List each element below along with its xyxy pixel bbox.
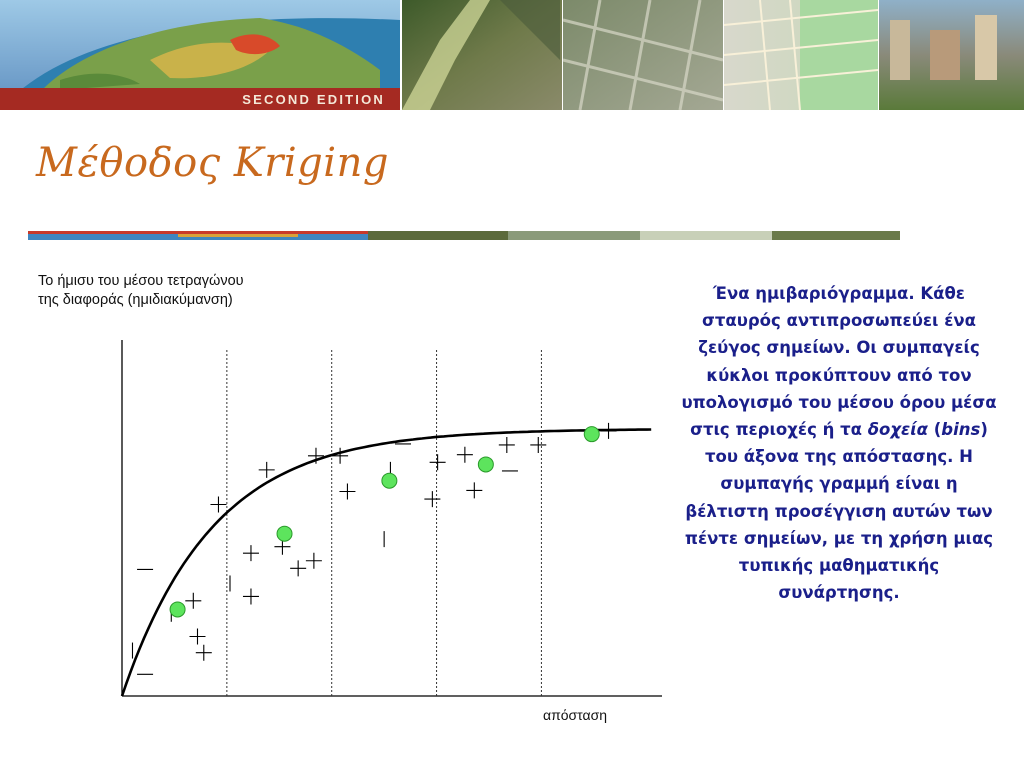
pair-marker-plus-10 [306,553,322,569]
satellite-panel [402,0,562,110]
x-axis-label: απόσταση [543,707,608,723]
edition-label: SECOND EDITION [242,92,385,107]
pair-marker-plus-5 [243,545,259,561]
pair-marker-plus-13 [339,484,355,500]
pair-marker-plus-6 [243,588,259,604]
bin-mean-circle-4 [478,457,493,472]
pair-marker-plus-9 [290,560,306,576]
slide-title: Μέθοδος Kriging [36,140,389,186]
pair-marker-plus-7 [259,462,275,478]
pair-marker-plus-16 [457,447,473,463]
semivariogram-chart [100,330,670,730]
bin-mean-circle-2 [277,526,292,541]
bin-mean-circle-1 [170,602,185,617]
pair-marker-plus-2 [196,645,212,661]
y-axis-label [38,272,338,310]
pair-marker-plus-14 [424,491,440,507]
fitted-curve [122,430,651,697]
pair-marker-plus-18 [499,437,515,453]
pair-marker-plus-20 [601,423,617,439]
caption-term-bins-greek: δοχεία [867,420,928,440]
title-divider [28,231,900,240]
header-banner [0,0,1024,110]
pair-marker-plus-4 [210,496,226,512]
bin-mean-circle-3 [382,473,397,488]
city-3d-panel [879,0,1024,110]
pair-marker-plus-1 [189,628,205,644]
figure-caption [680,280,998,606]
pair-marker-plus-17 [466,482,482,498]
pair-marker-plus-15 [430,454,446,470]
aerial-panel [563,0,723,110]
caption-open-paren: ( [927,420,942,440]
pair-marker-plus-19 [530,437,546,453]
y-axis-label-line-2: της διαφοράς (ημιδιακύμανση) [38,292,233,308]
bin-mean-circle-5 [584,427,599,442]
y-axis-label-line-1: Το ήμισυ του μέσου τετραγώνου [38,273,244,289]
caption-text-part-1: Ένα ημιβαριόγραμμα. Κάθε σταυρός αντιπροσωπεύει ένα ζεύγος σημείων. Οι συμπαγείς κύκλοι προκύπτουν από τον υπολογισμό του μέσου όρου μέσα στις περιοχές ή τα [681,284,997,440]
caption-term-bins: bins [941,420,981,440]
street-map-panel [724,0,878,110]
caption-text-part-2: ) του άξονα της απόστασης. Η συμπαγής γραμμή είναι η βέλτιστη προσέγγιση αυτών των πέντε σημείων, με τη χρήση μιας τυπικής μαθηματικής συνάρτησης. [684,420,994,603]
pair-marker-plus-3 [185,593,201,609]
